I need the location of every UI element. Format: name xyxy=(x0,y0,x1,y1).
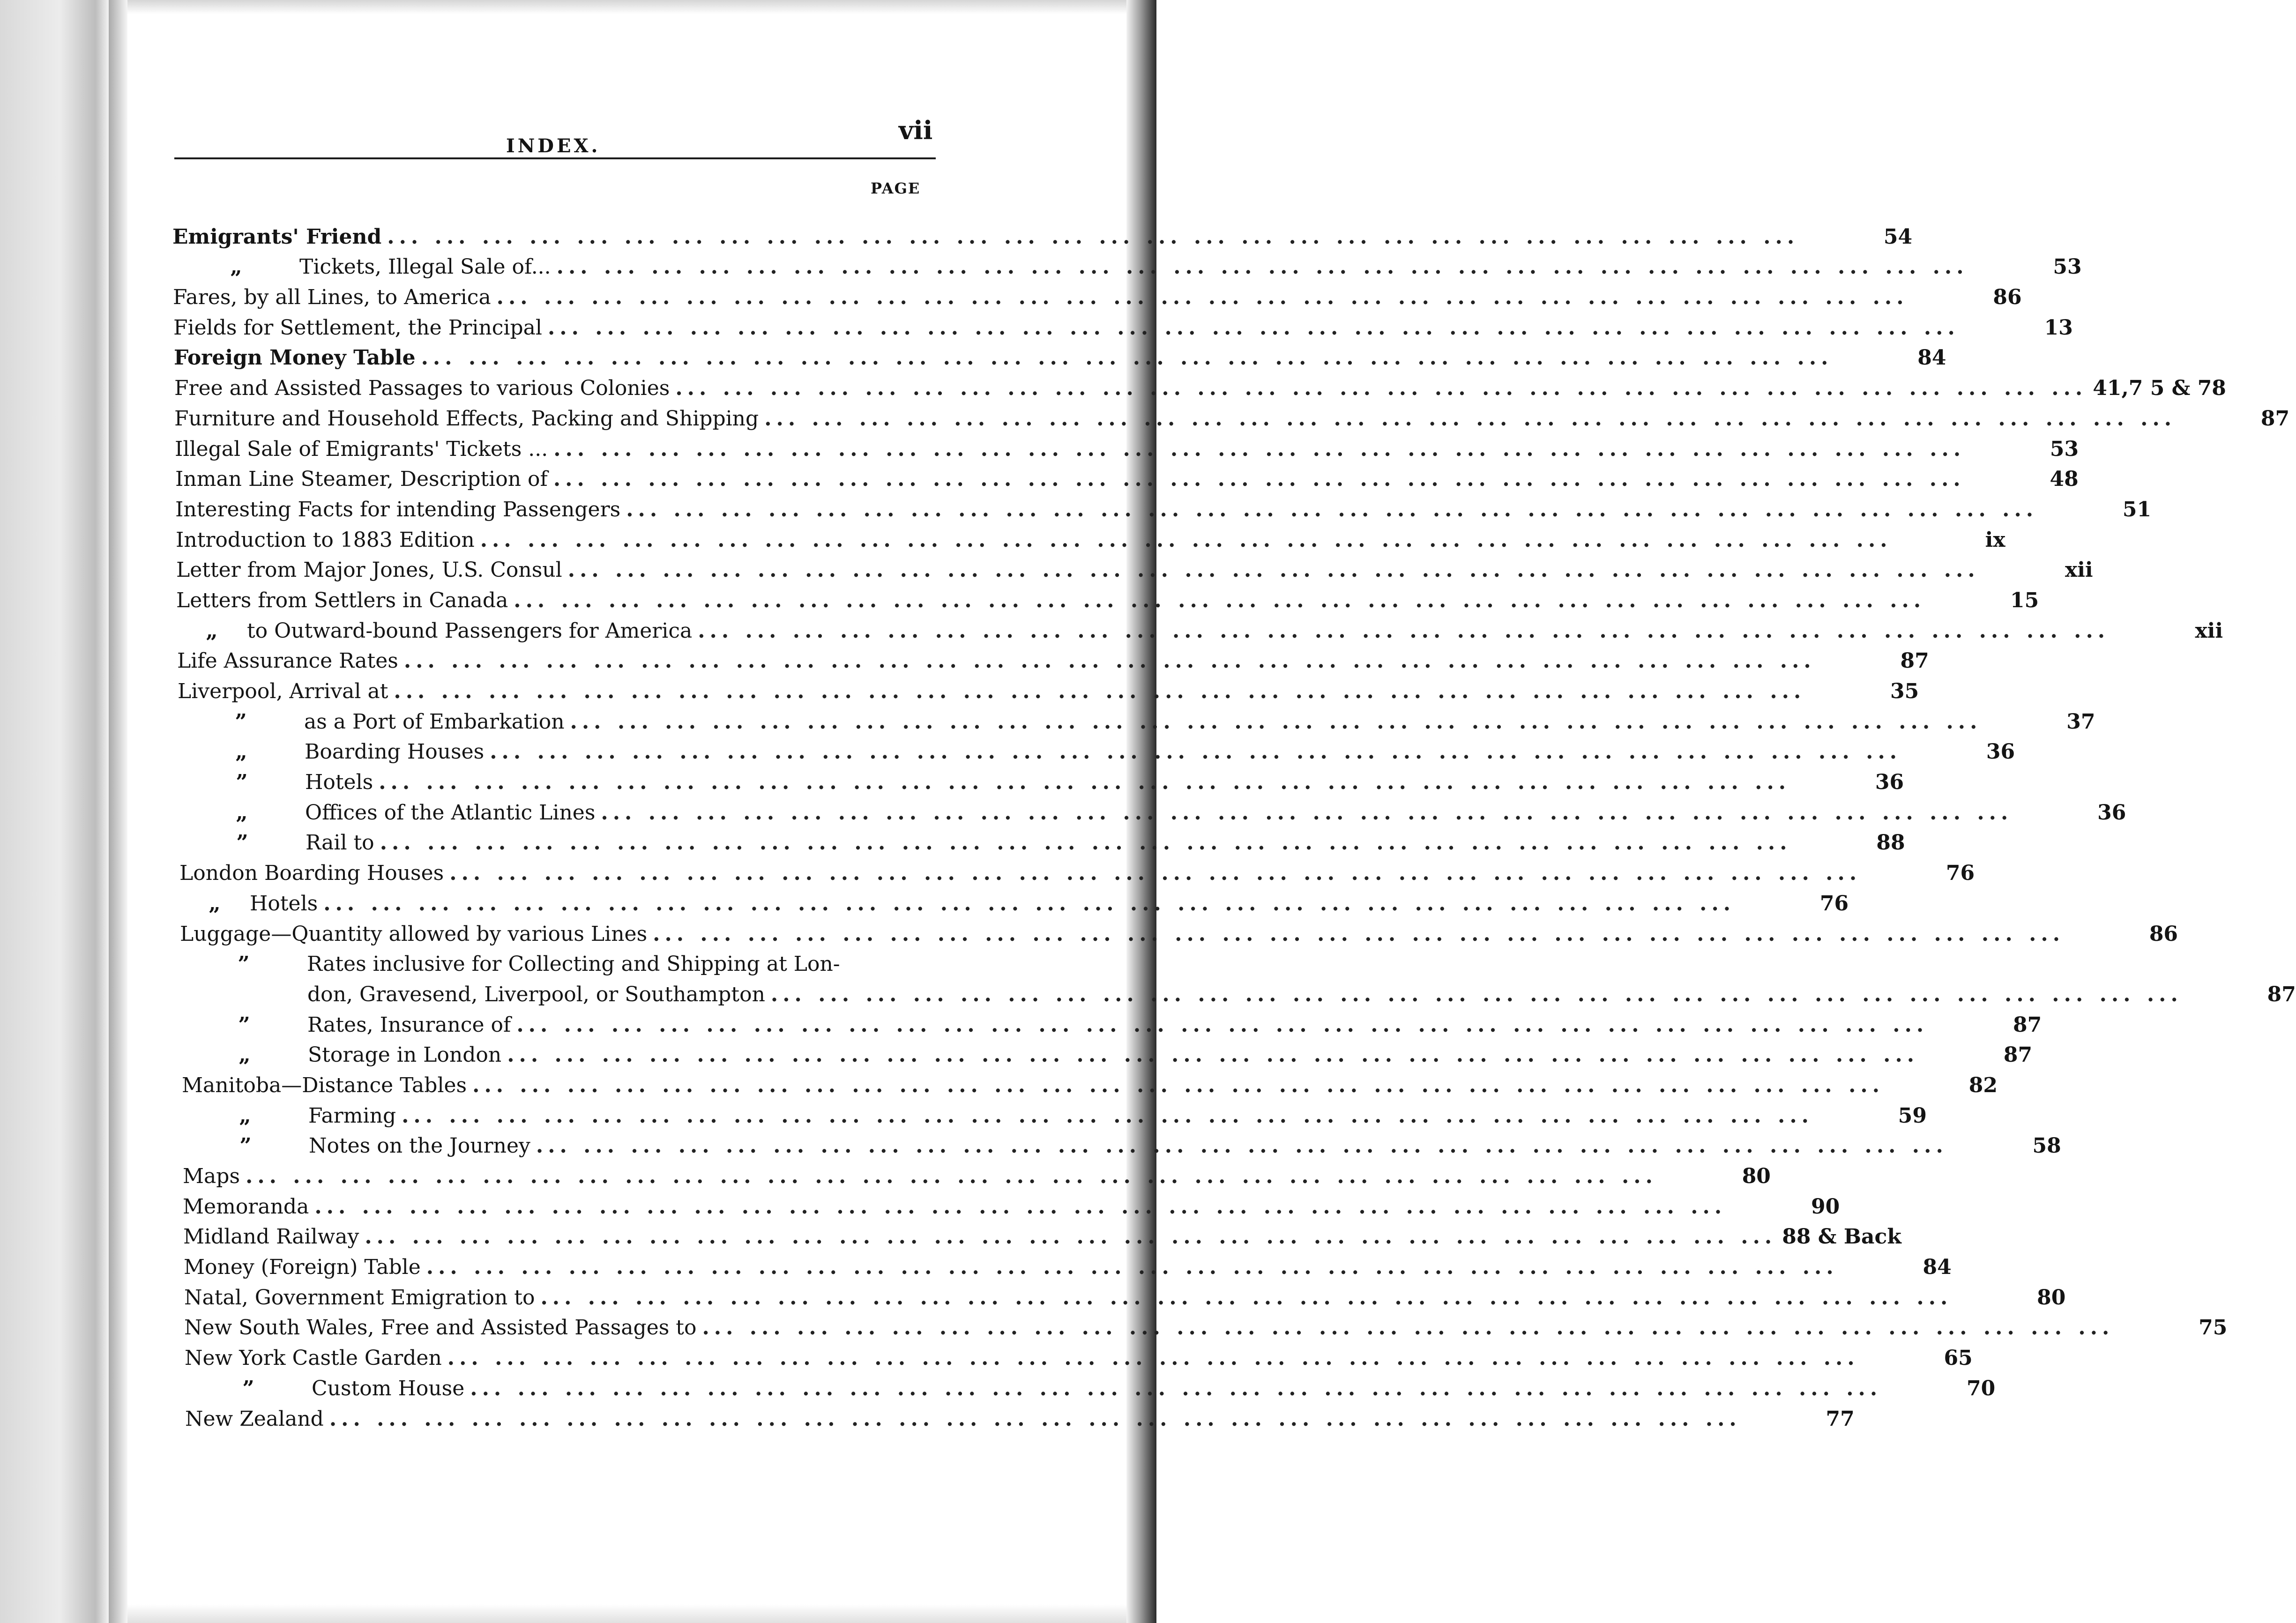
index-entry xyxy=(185,1370,1996,1400)
index-entry xyxy=(178,673,1919,703)
ditto-mark: „ xyxy=(206,618,218,643)
entry-page-number: 77 xyxy=(1826,1407,1855,1431)
entry-page-number: 87 xyxy=(1900,649,1929,673)
entry-page-number: 13 xyxy=(2044,315,2073,340)
ditto-mark: „ xyxy=(209,891,221,916)
entry-text: Rates inclusive for Collecting and Shipping at Lon- xyxy=(307,952,840,976)
ditto-mark: „ xyxy=(236,800,248,825)
ditto-mark: ” xyxy=(236,770,248,795)
dot-leader: ... ... ... ... ... ... ... ... ... ... ... ... ... ... ... ... ... ... ... ... ... ... ... ... ... ... ... ... ... ... xyxy=(246,1164,1657,1188)
entry-label xyxy=(179,831,374,855)
dot-leader: ... ... ... ... ... ... ... ... ... ... ... ... ... ... ... ... ... ... ... ... ... ... ... ... ... ... ... ... ... ... xyxy=(567,558,1980,582)
entry-label xyxy=(183,1195,309,1219)
entry-label xyxy=(174,346,416,370)
entry-label xyxy=(185,1377,464,1400)
entry-text: Money (Foreign) Table xyxy=(184,1255,421,1280)
entry-label xyxy=(173,285,491,309)
entry-label xyxy=(180,952,840,976)
entry-page-number: 86 xyxy=(1993,285,2022,310)
dot-leader: ... ... ... ... ... ... ... ... ... ... ... ... ... ... ... ... ... ... ... ... ... ... ... ... ... ... ... ... ... ... xyxy=(540,1285,1953,1310)
dot-leader: ... ... ... ... ... ... ... ... ... ... ... ... ... ... ... ... ... ... ... ... ... ... ... ... ... ... ... ... ... ... xyxy=(653,922,2065,946)
dot-leader: ... ... ... ... ... ... ... ... ... ... ... ... ... ... ... ... ... ... ... ... ... ... ... ... ... ... ... ... ... ... xyxy=(675,376,2087,401)
entry-text: Liverpool, Arrival at xyxy=(178,679,388,703)
entry-text: Inman Line Steamer, Description of xyxy=(175,467,548,491)
entry-text: Offices of the Atlantic Lines xyxy=(305,800,596,825)
ditto-mark: ” xyxy=(238,952,250,976)
entry-text: Farming xyxy=(308,1103,396,1128)
index-entry xyxy=(179,764,1904,795)
index-entry xyxy=(184,1279,2066,1310)
entry-text: Manitoba—Distance Tables xyxy=(182,1073,467,1097)
entry-text: Rail to xyxy=(306,831,374,855)
dot-leader: ... ... ... ... ... ... ... ... ... ... ... ... ... ... ... ... ... ... ... ... ... ... ... ... ... ... ... ... ... ... xyxy=(314,1194,1727,1219)
entry-label xyxy=(176,588,508,612)
index-entry xyxy=(182,1067,1998,1097)
index-entry xyxy=(176,552,2093,582)
entry-page-number: xii xyxy=(2195,618,2223,643)
index-entry xyxy=(185,1400,1855,1431)
entry-page-number: 88 & Back xyxy=(1782,1225,1901,1249)
index-entry xyxy=(181,1037,2033,1067)
index-entry xyxy=(179,885,1849,916)
ditto-mark: „ xyxy=(239,1103,251,1128)
entry-page-number: 15 xyxy=(2010,588,2039,612)
running-head-title: INDEX. xyxy=(506,135,601,157)
dot-leader: ... ... ... ... ... ... ... ... ... ... ... ... ... ... ... ... ... ... ... ... ... ... ... ... ... ... ... ... ... ... xyxy=(702,1316,2114,1340)
entry-label xyxy=(181,983,765,1006)
index-entry xyxy=(180,946,978,976)
ditto-mark: ” xyxy=(238,1013,250,1037)
dot-leader: ... ... ... ... ... ... ... ... ... ... ... ... ... ... ... ... ... ... ... ... ... ... ... ... ... ... ... ... ... ... xyxy=(514,588,1926,612)
entry-text: Boarding Houses xyxy=(305,740,485,764)
entry-label xyxy=(183,1225,359,1249)
entry-page-number: 70 xyxy=(1966,1376,1996,1400)
entry-page-number: 88 xyxy=(1876,831,1905,855)
entry-label xyxy=(176,558,562,582)
index-entry xyxy=(174,340,1946,370)
entry-text: don, Gravesend, Liverpool, or Southampton xyxy=(307,982,765,1006)
entry-text: Tickets, Illegal Sale of... xyxy=(299,255,551,279)
entry-page-number: 80 xyxy=(2037,1285,2066,1310)
dot-leader: ... ... ... ... ... ... ... ... ... ... ... ... ... ... ... ... ... ... ... ... ... ... ... ... ... ... ... ... ... ... xyxy=(365,1225,1777,1249)
header-rule xyxy=(174,157,936,159)
dot-leader: ... ... ... ... ... ... ... ... ... ... ... ... ... ... ... ... ... ... ... ... ... ... ... ... ... ... ... ... ... ... xyxy=(394,679,1806,703)
entry-page-number: 87 xyxy=(2013,1013,2042,1037)
entry-label xyxy=(174,376,670,400)
entry-text: Fields for Settlement, the Principal xyxy=(173,315,542,340)
ditto-mark: „ xyxy=(230,255,242,279)
entry-text: as a Port of Embarkation xyxy=(304,709,565,734)
entry-label xyxy=(178,740,484,764)
index-entry xyxy=(179,825,1905,855)
entry-text: Furniture and Household Effects, Packing and Shipping xyxy=(174,406,759,431)
dot-leader: ... ... ... ... ... ... ... ... ... ... ... ... ... ... ... ... ... ... ... ... ... ... ... ... ... ... ... ... ... ... xyxy=(480,528,1892,552)
entry-page-number: ix xyxy=(1985,528,2005,552)
entry-label xyxy=(183,1164,240,1188)
dot-leader: ... ... ... ... ... ... ... ... ... ... ... ... ... ... ... ... ... ... ... ... ... ... ... ... ... ... ... ... ... ... xyxy=(470,1376,1882,1400)
entry-text: Life Assurance Rates xyxy=(177,649,398,673)
dot-leader: ... ... ... ... ... ... ... ... ... ... ... ... ... ... ... ... ... ... ... ... ... ... ... ... ... ... ... ... ... ... xyxy=(323,891,1736,916)
entry-page-number: 48 xyxy=(2050,467,2079,491)
entry-page-number: 84 xyxy=(1917,346,1946,370)
top-edge-shadow xyxy=(127,0,1126,14)
entry-page-number: 87 xyxy=(2267,982,2296,1006)
entry-page-number: 35 xyxy=(1890,679,1919,703)
index-entry xyxy=(182,1128,2061,1158)
dot-leader: ... ... ... ... ... ... ... ... ... ... ... ... ... ... ... ... ... ... ... ... ... ... ... ... ... ... ... ... ... ... xyxy=(426,1255,1838,1280)
entry-page-number: 65 xyxy=(1944,1346,1973,1370)
index-entry xyxy=(181,976,2296,1006)
entry-label xyxy=(184,1316,696,1340)
entry-page-number: 36 xyxy=(1986,740,2015,764)
entry-page-number: 80 xyxy=(1742,1164,1771,1188)
dot-leader: ... ... ... ... ... ... ... ... ... ... ... ... ... ... ... ... ... ... ... ... ... ... ... ... ... ... ... ... ... ... xyxy=(507,1043,1919,1067)
dot-leader: ... ... ... ... ... ... ... ... ... ... ... ... ... ... ... ... ... ... ... ... ... ... ... ... ... ... ... ... ... ... xyxy=(601,800,2013,825)
index-entry xyxy=(184,1310,2228,1340)
index-entry xyxy=(183,1158,1771,1188)
dot-leader: ... ... ... ... ... ... ... ... ... ... ... ... ... ... ... ... ... ... ... ... ... ... ... ... ... ... ... ... ... ... xyxy=(516,1013,1929,1037)
page-column-label: PAGE xyxy=(871,179,921,197)
entry-page-number: 86 xyxy=(2149,922,2178,946)
index-entries xyxy=(172,218,2296,1431)
index-entry xyxy=(184,1249,1952,1280)
dot-leader: ... ... ... ... ... ... ... ... ... ... ... ... ... ... ... ... ... ... ... ... ... ... ... ... ... ... ... ... ... ... xyxy=(553,467,1965,491)
dot-leader: ... ... ... ... ... ... ... ... ... ... ... ... ... ... ... ... ... ... ... ... ... ... ... ... ... ... ... ... ... ... xyxy=(496,285,1908,310)
entry-label xyxy=(172,225,381,249)
book-spine-shadow xyxy=(0,0,109,1623)
entry-page-number: 90 xyxy=(1811,1194,1840,1219)
gutter-shadow xyxy=(109,0,127,1623)
entry-page-number: 76 xyxy=(1946,861,1975,886)
dot-leader: ... ... ... ... ... ... ... ... ... ... ... ... ... ... ... ... ... ... ... ... ... ... ... ... ... ... ... ... ... ... xyxy=(490,740,1902,764)
entry-label xyxy=(179,861,444,885)
entry-page-number: 54 xyxy=(1883,224,1913,249)
dot-leader: ... ... ... ... ... ... ... ... ... ... ... ... ... ... ... ... ... ... ... ... ... ... ... ... ... ... ... ... ... ... xyxy=(556,255,1968,279)
entry-page-number: 36 xyxy=(1875,770,1904,795)
ditto-mark: ” xyxy=(242,1376,254,1400)
entry-text: to Outward-bound Passengers for America xyxy=(247,618,693,643)
entry-text: Foreign Money Table xyxy=(174,346,416,370)
entry-text: Memoranda xyxy=(183,1194,309,1219)
dot-leader: ... ... ... ... ... ... ... ... ... ... ... ... ... ... ... ... ... ... ... ... ... ... ... ... ... ... ... ... ... ... xyxy=(387,224,1799,249)
ditto-mark: ” xyxy=(236,831,248,855)
index-entry xyxy=(174,400,2290,431)
entry-text: Free and Assisted Passages to various Colonies xyxy=(174,376,670,401)
entry-page-number: 82 xyxy=(1968,1073,1998,1097)
entry-label xyxy=(180,922,647,946)
dot-leader: ... ... ... ... ... ... ... ... ... ... ... ... ... ... ... ... ... ... ... ... ... ... ... ... ... ... ... ... ... ... xyxy=(403,649,1816,673)
dot-leader: ... ... ... ... ... ... ... ... ... ... ... ... ... ... ... ... ... ... ... ... ... ... ... ... ... ... ... ... ... ... xyxy=(380,831,1792,855)
entry-page-number: xii xyxy=(2065,558,2093,582)
dot-leader: ... ... ... ... ... ... ... ... ... ... ... ... ... ... ... ... ... ... ... ... ... ... ... ... ... ... ... ... ... ... xyxy=(402,1103,1813,1128)
entry-text: Fares, by all Lines, to America xyxy=(173,285,491,310)
entry-page-number: 36 xyxy=(2097,800,2126,825)
index-entry xyxy=(175,431,2079,461)
entry-label xyxy=(174,407,759,431)
folio-number: vii xyxy=(899,115,933,145)
entry-page-number: 53 xyxy=(2053,255,2082,279)
entry-text: Rates, Insurance of xyxy=(307,1013,511,1037)
entry-text: Hotels xyxy=(305,770,373,795)
dot-leader: ... ... ... ... ... ... ... ... ... ... ... ... ... ... ... ... ... ... ... ... ... ... ... ... ... ... ... ... ... ... xyxy=(421,346,1833,370)
entry-text: Notes on the Journey xyxy=(309,1134,530,1158)
index-entry xyxy=(173,309,2073,340)
entry-label xyxy=(179,801,595,825)
entry-page-number: 87 xyxy=(2003,1043,2033,1067)
entry-page-number: 87 xyxy=(2260,406,2290,431)
entry-label xyxy=(173,316,542,340)
ditto-mark: „ xyxy=(235,740,247,764)
entry-page-number: 53 xyxy=(2050,437,2079,461)
entry-label xyxy=(185,1407,324,1431)
dot-leader: ... ... ... ... ... ... ... ... ... ... ... ... ... ... ... ... ... ... ... ... ... ... ... ... ... ... ... ... ... ... xyxy=(379,770,1791,795)
index-entry xyxy=(185,1340,1973,1370)
entry-label xyxy=(175,467,548,491)
dot-leader: ... ... ... ... ... ... ... ... ... ... ... ... ... ... ... ... ... ... ... ... ... ... ... ... ... ... ... ... ... ... xyxy=(764,406,2177,431)
dot-leader: ... ... ... ... ... ... ... ... ... ... ... ... ... ... ... ... ... ... ... ... ... ... ... ... ... ... ... ... ... ... xyxy=(447,1346,1859,1370)
index-entry xyxy=(183,1219,1901,1249)
entry-text: Natal, Government Emigration to xyxy=(184,1285,535,1310)
entry-text: New York Castle Garden xyxy=(185,1346,442,1370)
entry-label xyxy=(177,649,398,673)
ditto-mark: ” xyxy=(239,1134,252,1158)
entry-page-number: 58 xyxy=(2032,1134,2061,1158)
index-entry xyxy=(179,855,1975,886)
index-entry xyxy=(173,249,2082,279)
entry-label xyxy=(182,1073,467,1097)
index-entry xyxy=(178,734,2015,764)
entry-label xyxy=(178,710,565,734)
entry-page-number: 75 xyxy=(2199,1316,2228,1340)
entry-page-number: 84 xyxy=(1923,1255,1952,1280)
index-entry xyxy=(174,370,2226,401)
entry-label xyxy=(181,1043,501,1067)
entry-label xyxy=(179,770,373,794)
entry-page-number: 76 xyxy=(1819,891,1849,916)
dot-leader: ... ... ... ... ... ... ... ... ... ... ... ... ... ... ... ... ... ... ... ... ... ... ... ... ... ... ... ... ... ... xyxy=(626,497,2038,521)
index-entry xyxy=(177,612,2223,643)
entry-text: Interesting Facts for intending Passengers xyxy=(175,497,621,521)
index-entry xyxy=(183,1188,1840,1219)
index-entry xyxy=(180,916,2178,946)
index-entry xyxy=(176,582,2039,612)
entry-label xyxy=(185,1346,442,1370)
index-entry xyxy=(173,279,2022,310)
entry-text: Midland Railway xyxy=(183,1225,359,1249)
entry-text: Maps xyxy=(183,1164,240,1188)
entry-text: Introduction to 1883 Edition xyxy=(176,528,475,552)
dot-leader: ... ... ... ... ... ... ... ... ... ... ... ... ... ... ... ... ... ... ... ... ... ... ... ... ... ... ... ... ... ... xyxy=(472,1073,1885,1097)
entry-label xyxy=(184,1255,421,1279)
index-entry xyxy=(175,461,2079,491)
index-entry xyxy=(175,491,2152,521)
entry-label xyxy=(182,1134,530,1158)
dot-leader: ... ... ... ... ... ... ... ... ... ... ... ... ... ... ... ... ... ... ... ... ... ... ... ... ... ... ... ... ... ... xyxy=(536,1134,1948,1158)
entry-text: Letter from Major Jones, U.S. Consul xyxy=(176,558,562,582)
entry-page-number: 37 xyxy=(2066,709,2095,734)
dot-leader: ... ... ... ... ... ... ... ... ... ... ... ... ... ... ... ... ... ... ... ... ... ... ... ... ... ... ... ... ... ... xyxy=(553,437,1966,461)
entry-page-number: 41,7 5 & 78 xyxy=(2093,376,2226,401)
entry-label xyxy=(184,1286,535,1310)
entry-label xyxy=(177,619,692,643)
entry-text: Hotels xyxy=(250,891,318,916)
ditto-mark: ” xyxy=(235,709,247,734)
entry-text: London Boarding Houses xyxy=(179,861,444,886)
dot-leader: ... ... ... ... ... ... ... ... ... ... ... ... ... ... ... ... ... ... ... ... ... ... ... ... ... ... ... ... ... ... xyxy=(570,709,1982,734)
bottom-edge-shadow xyxy=(127,1604,1126,1623)
entry-text: Luggage—Quantity allowed by various Lines xyxy=(180,922,648,946)
index-entry xyxy=(181,1006,2042,1037)
entry-page-number: 59 xyxy=(1898,1103,1927,1128)
entry-label xyxy=(175,437,548,461)
entry-label xyxy=(181,1013,511,1037)
index-entry xyxy=(177,643,1929,673)
entry-label xyxy=(179,892,318,916)
index-entry xyxy=(179,794,2126,825)
index-entry xyxy=(182,1097,1927,1128)
entry-label xyxy=(178,679,388,703)
entry-text: New South Wales, Free and Assisted Passages to xyxy=(184,1316,697,1340)
entry-text: Storage in London xyxy=(308,1043,502,1067)
entry-text: Custom House xyxy=(312,1376,465,1400)
ditto-mark: „ xyxy=(239,1043,251,1067)
entry-text: Letters from Settlers in Canada xyxy=(176,588,508,612)
index-entry xyxy=(172,218,1913,249)
dot-leader: ... ... ... ... ... ... ... ... ... ... ... ... ... ... ... ... ... ... ... ... ... ... ... ... ... ... ... ... ... ... xyxy=(770,982,2183,1006)
index-entry xyxy=(178,703,2095,734)
entry-page-number: 51 xyxy=(2122,497,2152,521)
entry-label xyxy=(173,255,551,279)
entry-label xyxy=(182,1104,396,1128)
dot-leader: ... ... ... ... ... ... ... ... ... ... ... ... ... ... ... ... ... ... ... ... ... ... ... ... ... ... ... ... ... ... xyxy=(449,861,1862,886)
entry-label xyxy=(175,498,620,521)
dot-leader: ... ... ... ... ... ... ... ... ... ... ... ... ... ... ... ... ... ... ... ... ... ... ... ... ... ... ... ... ... ... xyxy=(698,618,2110,643)
dot-leader: ... ... ... ... ... ... ... ... ... ... ... ... ... ... ... ... ... ... ... ... ... ... ... ... ... ... ... ... ... ... xyxy=(329,1407,1741,1431)
dot-leader: ... ... ... ... ... ... ... ... ... ... ... ... ... ... ... ... ... ... ... ... ... ... ... ... ... ... ... ... ... ... xyxy=(547,315,1960,340)
entry-label xyxy=(176,528,475,552)
index-entry xyxy=(176,521,2005,552)
entry-text: Illegal Sale of Emigrants' Tickets ... xyxy=(175,437,548,461)
entry-text: New Zealand xyxy=(185,1407,324,1431)
entry-text: Emigrants' Friend xyxy=(172,224,382,249)
